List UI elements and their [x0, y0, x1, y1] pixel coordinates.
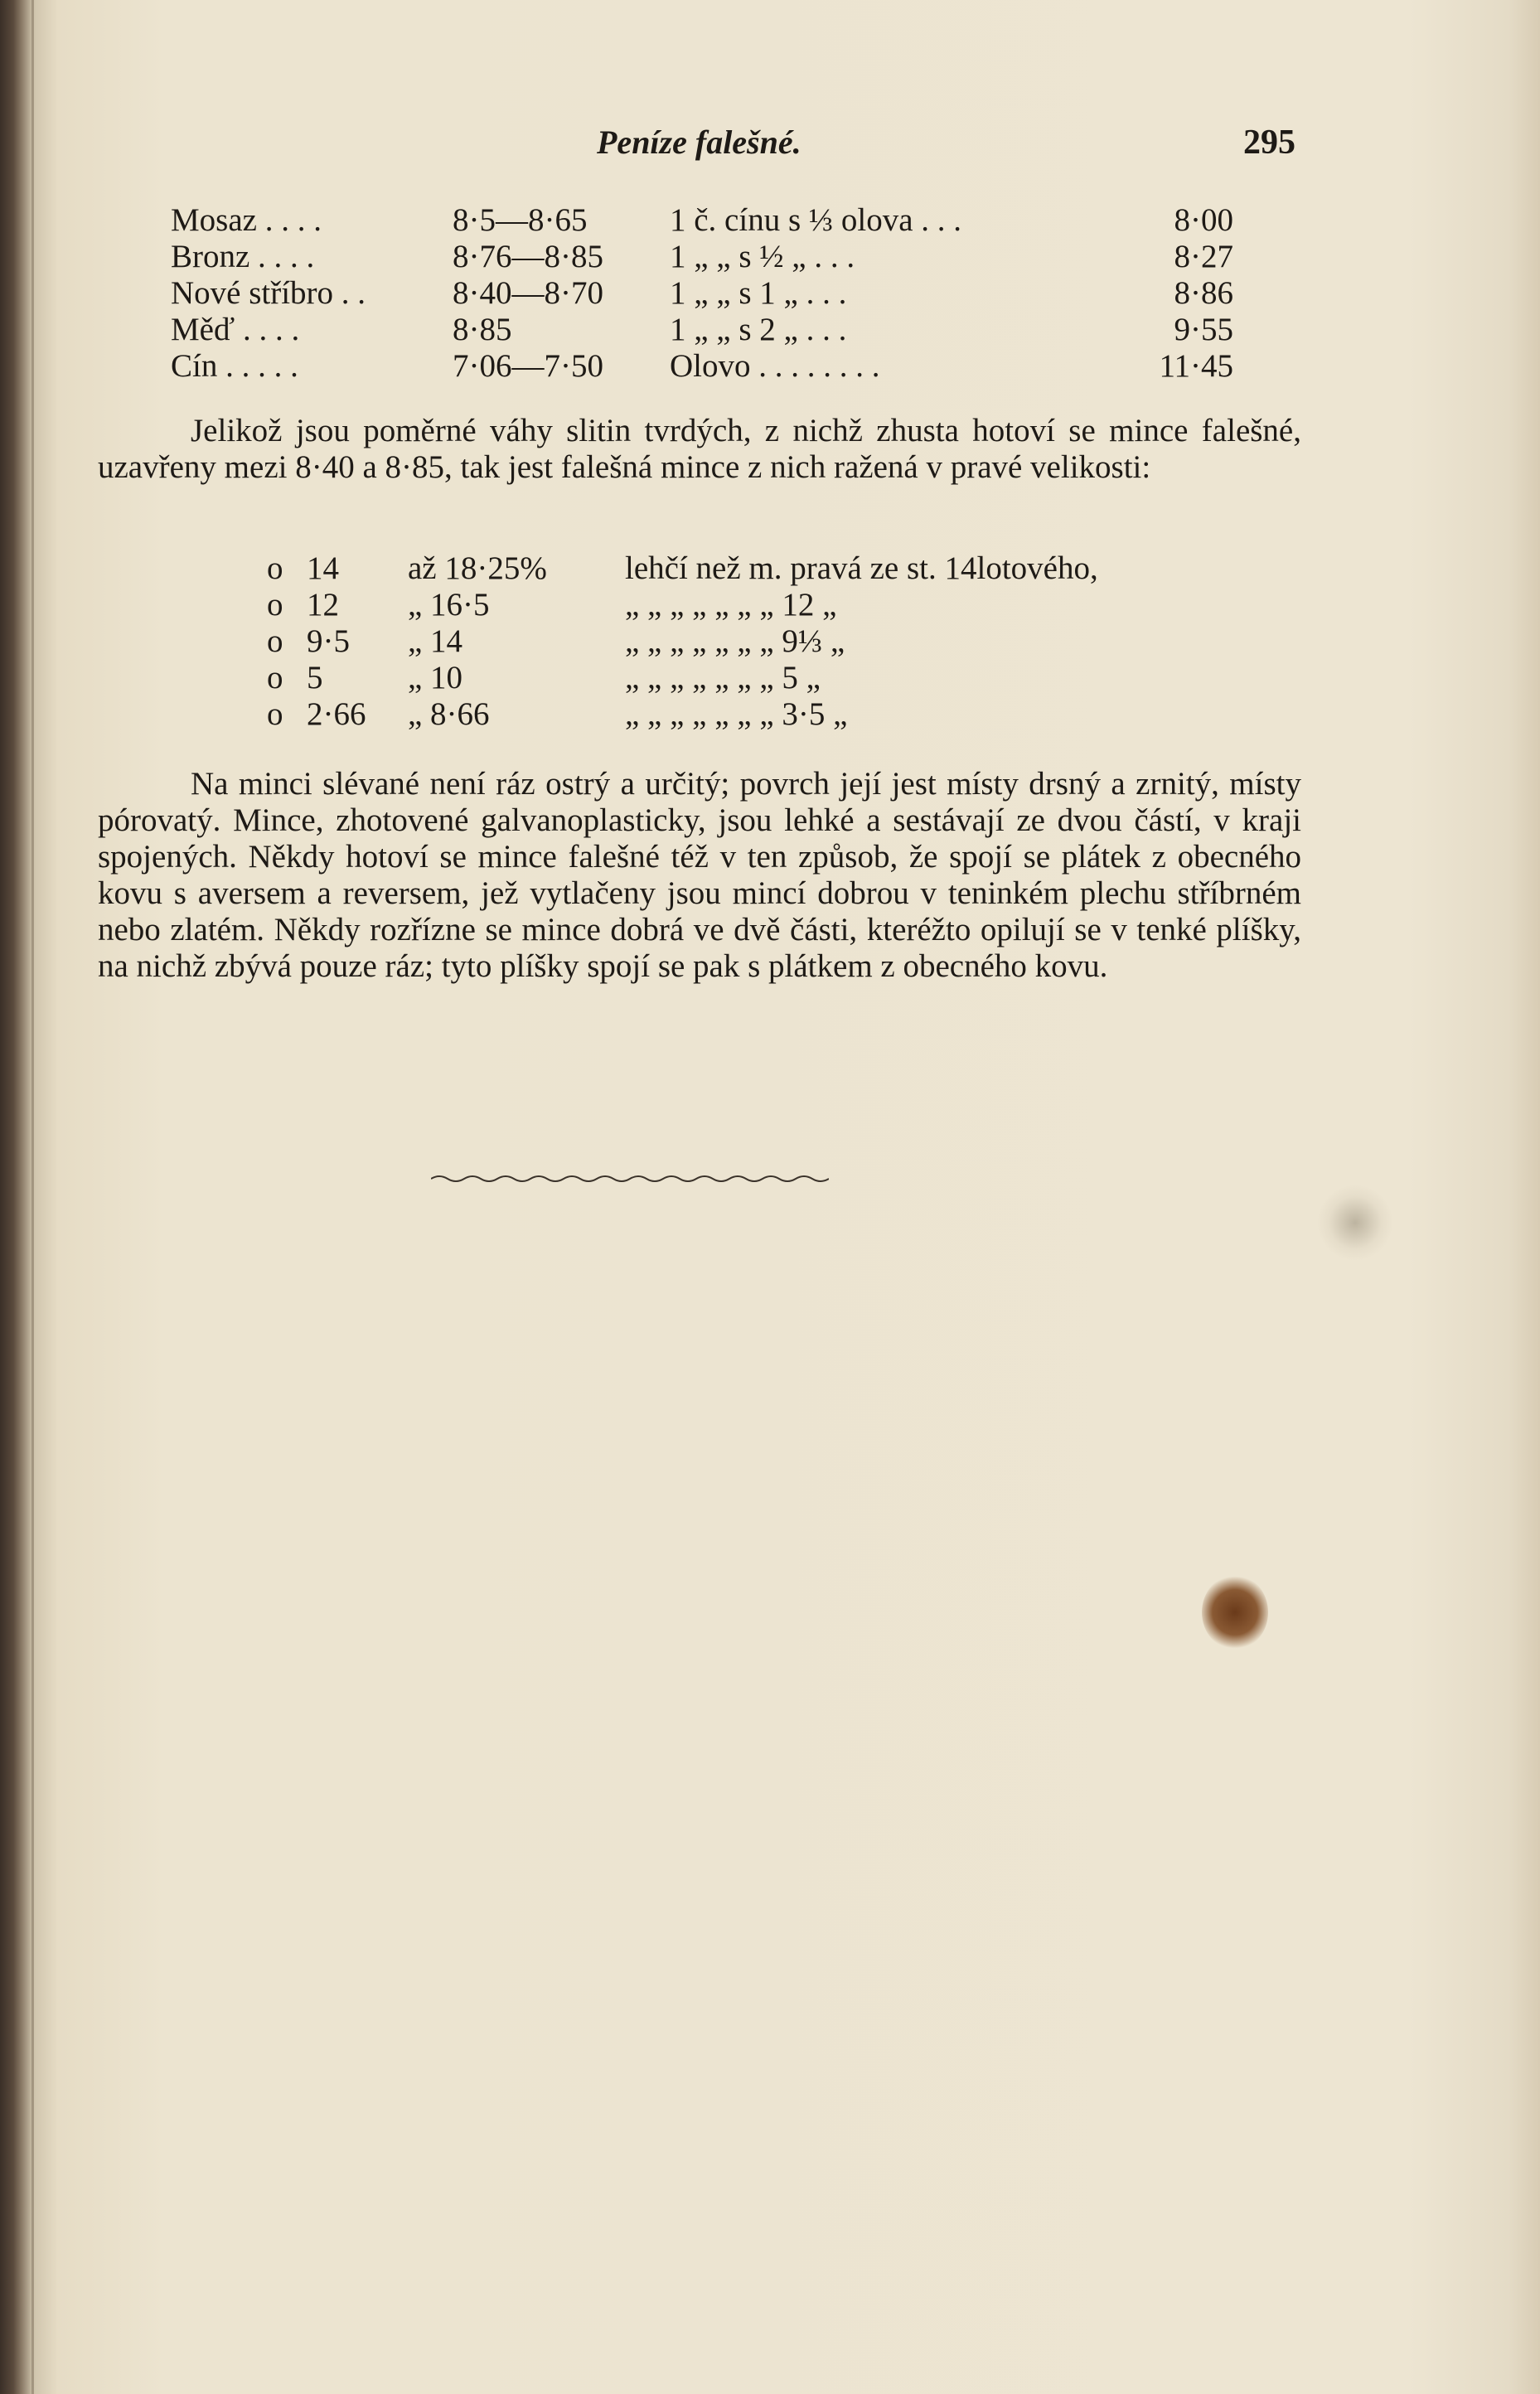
paragraph-1: Jelikož jsou poměrné váhy slitin tvrdých, z nichž zhusta hotoví se mince falešné, uzavřeny mezi 8·40 a 8·85, tak jest falešná mince z nich ražená v pravé velikosti:: [98, 413, 1301, 485]
weight-to: až 18·25%: [408, 550, 547, 586]
density-value: 9·55: [1174, 312, 1233, 347]
density-range: 8·85: [453, 312, 512, 347]
density-name: Měď . . . .: [171, 312, 300, 347]
weight-o: o: [267, 696, 283, 732]
density-row: [171, 275, 1233, 312]
density-table: [171, 202, 1233, 385]
density-alloy: 1 č. cínu s ⅓ olova . . .: [670, 202, 962, 238]
weight-row: [267, 587, 1122, 623]
weight-o: o: [267, 550, 283, 586]
density-row: [171, 239, 1233, 275]
density-range: 8·5—8·65: [453, 202, 588, 238]
weight-text: „ „ „ „ „ „ „ 9⅓ „: [625, 623, 845, 659]
weight-from: 5: [307, 660, 323, 695]
density-row: [171, 312, 1233, 348]
weight-to: „ 8·66: [408, 696, 490, 732]
weight-from: 12: [307, 587, 339, 623]
weight-text: „ „ „ „ „ „ „ 3·5 „: [625, 696, 848, 732]
weight-from: 9·5: [307, 623, 350, 659]
density-range: 8·76—8·85: [453, 239, 603, 274]
density-range: 8·40—8·70: [453, 275, 603, 311]
weight-row: [267, 660, 1122, 696]
density-row: [171, 348, 1233, 385]
density-name: Nové stříbro . .: [171, 275, 366, 311]
weight-to: „ 14: [408, 623, 463, 659]
weight-from: 14: [307, 550, 339, 586]
density-name: Mosaz . . . .: [171, 202, 322, 238]
page-number: 295: [1243, 124, 1295, 162]
density-alloy: Olovo . . . . . . . .: [670, 348, 880, 384]
density-value: 8·27: [1174, 239, 1233, 274]
density-range: 7·06—7·50: [453, 348, 603, 384]
density-alloy: 1 „ „ s 1 „ . . .: [670, 275, 847, 311]
density-value: 8·86: [1174, 275, 1233, 311]
weight-to: „ 10: [408, 660, 463, 695]
density-name: Bronz . . . .: [171, 239, 315, 274]
weight-text: „ „ „ „ „ „ „ 12 „: [625, 587, 837, 623]
weight-o: o: [267, 660, 283, 695]
section-end-ornament: [431, 1170, 829, 1187]
weight-row: [267, 696, 1122, 733]
density-row: [171, 202, 1233, 239]
density-name: Cín . . . . .: [171, 348, 298, 384]
weight-table: [267, 550, 1122, 733]
weight-text: „ „ „ „ „ „ „ 5 „: [625, 660, 821, 695]
weight-o: o: [267, 587, 283, 623]
density-value: 8·00: [1174, 202, 1233, 238]
weight-row: [267, 623, 1122, 660]
weight-from: 2·66: [307, 696, 366, 732]
weight-o: o: [267, 623, 283, 659]
weight-row: [267, 550, 1122, 587]
weight-text: lehčí než m. pravá ze st. 14lotového,: [625, 550, 1098, 586]
density-alloy: 1 „ „ s 2 „ . . .: [670, 312, 847, 347]
running-head-title: Peníze falešné.: [597, 124, 801, 161]
density-value: 11·45: [1159, 348, 1233, 384]
paragraph-2: Na minci slévané není ráz ostrý a určitý; povrch její jest místy drsný a zrnitý, místy pórovatý. Mince, zhotovené galvanoplasticky, jsou lehké a sestávají ze dvou částí, v kraji spojených. Někdy hotoví se mince falešné též v ten způsob, že spojí se plátek z obecného kovu s aversem a reversem, jež vytlačeny jsou mincí dobrou v teninkém plechu stříbrném nebo zlatém. Někdy rozřízne se mince dobrá ve dvě části, kteréžto opilují se v tenké plíšky, na nichž zbývá pouze ráz; tyto plíšky spojí se pak s plátkem z obecného kovu.: [98, 766, 1301, 984]
density-alloy: 1 „ „ s ½ „ . . .: [670, 239, 855, 274]
running-head: [0, 123, 1540, 172]
weight-to: „ 16·5: [408, 587, 490, 623]
